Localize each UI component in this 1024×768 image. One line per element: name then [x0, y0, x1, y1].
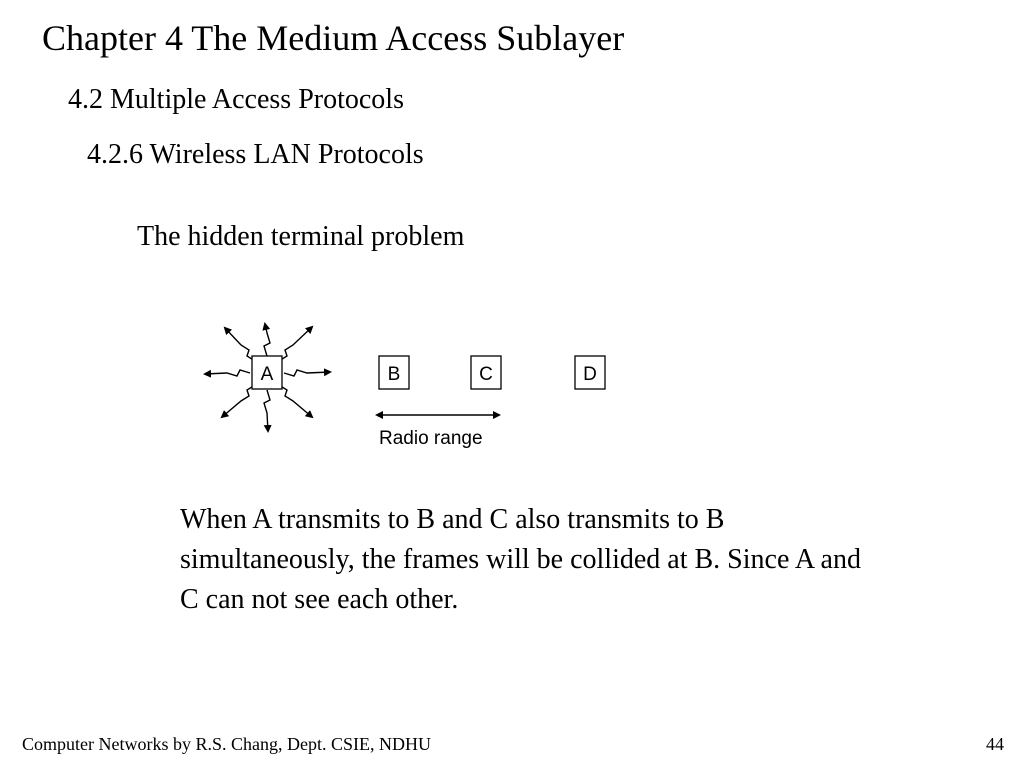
subsection-heading: 4.2.6 Wireless LAN Protocols	[87, 139, 424, 170]
node-b	[379, 356, 409, 389]
lightning-arrow-icon	[222, 385, 255, 417]
diagram-caption: The hidden terminal problem	[137, 221, 465, 252]
node-d	[575, 356, 605, 389]
node-c-label: C	[479, 364, 493, 385]
lightning-arrow-icon	[264, 390, 270, 431]
hidden-terminal-diagram	[195, 298, 615, 458]
node-c	[471, 356, 501, 389]
node-a-label: A	[260, 364, 274, 385]
footer-credit: Computer Networks by R.S. Chang, Dept. CSIE, NDHU	[22, 734, 431, 754]
node-a	[252, 356, 282, 389]
explanation-text	[180, 500, 1016, 620]
lightning-arrow-icon	[225, 328, 255, 361]
lightning-arrow-icon	[284, 370, 330, 376]
section-heading: 4.2 Multiple Access Protocols	[68, 84, 404, 115]
lightning-arrow-icon	[264, 324, 270, 356]
node-d-label: D	[583, 364, 597, 385]
lightning-arrow-icon	[205, 370, 250, 376]
explanation-line: simultaneously, the frames will be collided at B. Since A and	[180, 544, 861, 575]
slide-title: Chapter 4 The Medium Access Sublayer	[42, 18, 625, 58]
explanation-line: C can not see each other.	[180, 584, 459, 615]
lightning-arrow-icon	[279, 385, 312, 417]
page-number: 44	[986, 734, 1004, 754]
node-b-label: B	[387, 364, 401, 385]
radio-range-label: Radio range	[379, 428, 483, 449]
explanation-line: When A transmits to B and C also transmits to B	[180, 504, 725, 535]
lightning-arrow-icon	[279, 327, 312, 361]
